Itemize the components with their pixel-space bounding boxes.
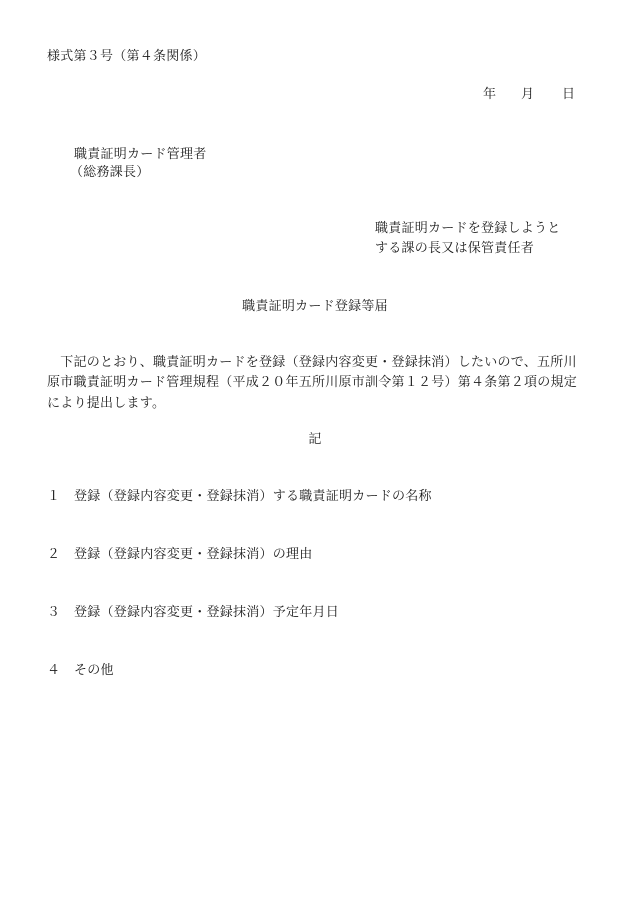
item-number: ４ — [47, 663, 61, 678]
addressee-title: （総務課長） — [70, 165, 150, 180]
body-line: 原市職責証明カード管理規程（平成２０年五所川原市訓令第１２号）第４条第２項の規定 — [47, 375, 578, 390]
applicant-line-2: する課の長又は保管責任者 — [375, 241, 535, 256]
date-day-label: 日 — [562, 87, 576, 102]
body-line: により提出します。 — [47, 396, 166, 411]
item-number: １ — [47, 489, 61, 504]
date-month-label: 月 — [521, 87, 535, 102]
item-number: ３ — [47, 605, 61, 620]
date-year-label: 年 — [483, 87, 497, 102]
item-label: 登録（登録内容変更・登録抹消）予定年月日 — [74, 605, 340, 620]
item-label: その他 — [74, 663, 114, 678]
applicant-line-1: 職責証明カードを登録しようと — [375, 221, 561, 236]
item-label: 登録（登録内容変更・登録抹消）の理由 — [74, 547, 313, 562]
note-heading: 記 — [308, 432, 322, 447]
item-label: 登録（登録内容変更・登録抹消）する職責証明カードの名称 — [74, 489, 432, 504]
body-line: 下記のとおり、職責証明カードを登録（登録内容変更・登録抹消）したいので、五所川 — [60, 355, 577, 370]
document-title: 職責証明カード登録等届 — [242, 299, 388, 314]
addressee-name: 職責証明カード管理者 — [74, 147, 207, 162]
item-number: ２ — [47, 547, 61, 562]
form-number: 様式第３号（第４条関係） — [47, 49, 207, 64]
